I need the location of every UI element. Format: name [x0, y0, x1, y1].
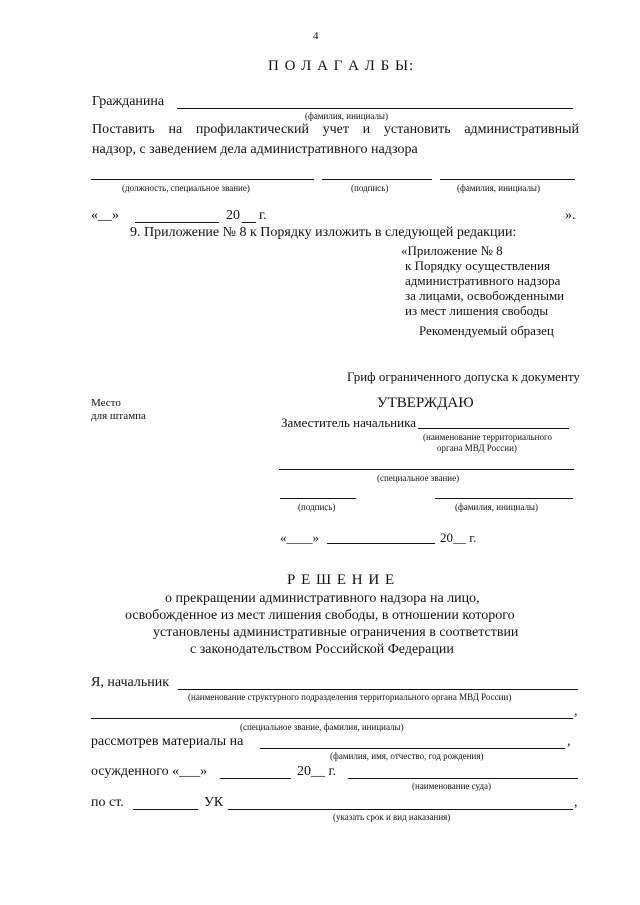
- convicted-month-line[interactable]: [220, 778, 291, 779]
- citizen-line[interactable]: [177, 108, 573, 109]
- reviewed-line[interactable]: [260, 748, 565, 749]
- citizen-label: Гражданина: [92, 94, 165, 109]
- decision-line-2: освобожденное из мест лишения свободы, в отношении которого: [125, 608, 515, 623]
- term-caption: (указать срок и вид наказания): [333, 812, 451, 822]
- appendix-line-2: к Порядку осуществления: [405, 258, 551, 273]
- date-g: г.: [259, 208, 267, 223]
- position-caption: (должность, специальное звание): [122, 183, 250, 193]
- approve-heading: УТВЕРЖДАЮ: [377, 395, 474, 411]
- approve-date-quote: «____»: [280, 530, 319, 545]
- position-line[interactable]: [91, 179, 314, 180]
- uk-label: УК: [204, 795, 224, 810]
- appendix-line-3: административного надзора: [405, 273, 561, 288]
- special-rank-caption: (специальное звание): [377, 473, 460, 483]
- heading-polagal: П О Л А Г А Л Б Ы:: [268, 58, 415, 74]
- name-line[interactable]: [440, 179, 575, 180]
- approve-signature-line[interactable]: [280, 498, 356, 499]
- territorial-caption-2: органа МВД России): [437, 443, 517, 453]
- approve-date-year: 20__ г.: [440, 530, 477, 545]
- term-line[interactable]: [228, 809, 573, 810]
- appendix-line-1: «Приложение № 8: [401, 243, 503, 258]
- article-line[interactable]: [133, 809, 198, 810]
- date-close: ».: [565, 208, 576, 223]
- name-caption: (фамилия, инициалы): [457, 183, 540, 193]
- rank-name-comma: ,: [574, 704, 578, 719]
- reviewed-comma: ,: [567, 734, 571, 749]
- date-year: 20: [226, 208, 240, 223]
- court-line[interactable]: [348, 778, 578, 779]
- recommended-sample: Рекомендуемый образец: [419, 323, 554, 338]
- territorial-caption-1: (наименование территориального: [423, 432, 552, 442]
- deputy-line[interactable]: [418, 428, 569, 429]
- decision-line-4: с законодательством Российской Федерации: [190, 642, 454, 657]
- proposal-line2: надзор, с заведением дела административного надзора: [92, 142, 418, 157]
- approve-date-line[interactable]: [327, 543, 435, 544]
- rank-name-caption: (специальное звание, фамилия, инициалы): [240, 722, 404, 732]
- rank-name-line[interactable]: [91, 718, 573, 719]
- approve-name-line[interactable]: [435, 498, 573, 499]
- appendix-line-5: из мест лишения свободы: [405, 303, 549, 318]
- decision-heading: Р Е Ш Е Н И Е: [287, 572, 396, 588]
- approve-signature-caption: (подпись): [298, 502, 336, 512]
- i-chief-label: Я, начальник: [91, 675, 170, 690]
- signature-caption: (подпись): [351, 183, 389, 193]
- reviewed-label: рассмотрев материалы на: [91, 734, 244, 749]
- special-rank-line[interactable]: [279, 469, 574, 470]
- date-open-quote: «__»: [91, 208, 119, 223]
- court-caption: (наименование суда): [412, 781, 492, 791]
- stamp-place-line1: Место: [91, 397, 121, 409]
- decision-line-1: о прекращении административного надзора на лицо,: [165, 591, 480, 606]
- item-9: 9. Приложение № 8 к Порядку изложить в следующей редакции:: [130, 225, 517, 240]
- article-label: по ст.: [91, 795, 124, 810]
- stamp-place-line2: для штампа: [91, 410, 146, 422]
- proposal-line1: Поставить на профилактический учет и установить административный: [92, 122, 579, 137]
- deputy-label: Заместитель начальника: [281, 415, 416, 430]
- date-month-line[interactable]: [135, 222, 219, 223]
- appendix-line-4: за лицами, освобожденными: [405, 288, 565, 303]
- citizen-caption: (фамилия, инициалы): [305, 111, 388, 121]
- convicted-label: осужденного «___»: [91, 764, 208, 779]
- signature-line[interactable]: [322, 179, 432, 180]
- structural-line[interactable]: [178, 689, 578, 690]
- decision-line-3: установлены административные ограничения в соответствии: [153, 625, 519, 640]
- page-number: 4: [313, 30, 319, 42]
- approve-name-caption: (фамилия, инициалы): [455, 502, 538, 512]
- date-year-line[interactable]: [242, 222, 256, 223]
- convicted-year: 20__ г.: [297, 764, 337, 779]
- term-comma: ,: [574, 795, 578, 810]
- structural-caption: (наименование структурного подразделения территориального органа МВД России): [188, 692, 512, 702]
- reviewed-caption: (фамилия, имя, отчество, год рождения): [330, 751, 484, 761]
- restriction-stamp: Гриф ограниченного допуска к документу: [347, 369, 580, 384]
